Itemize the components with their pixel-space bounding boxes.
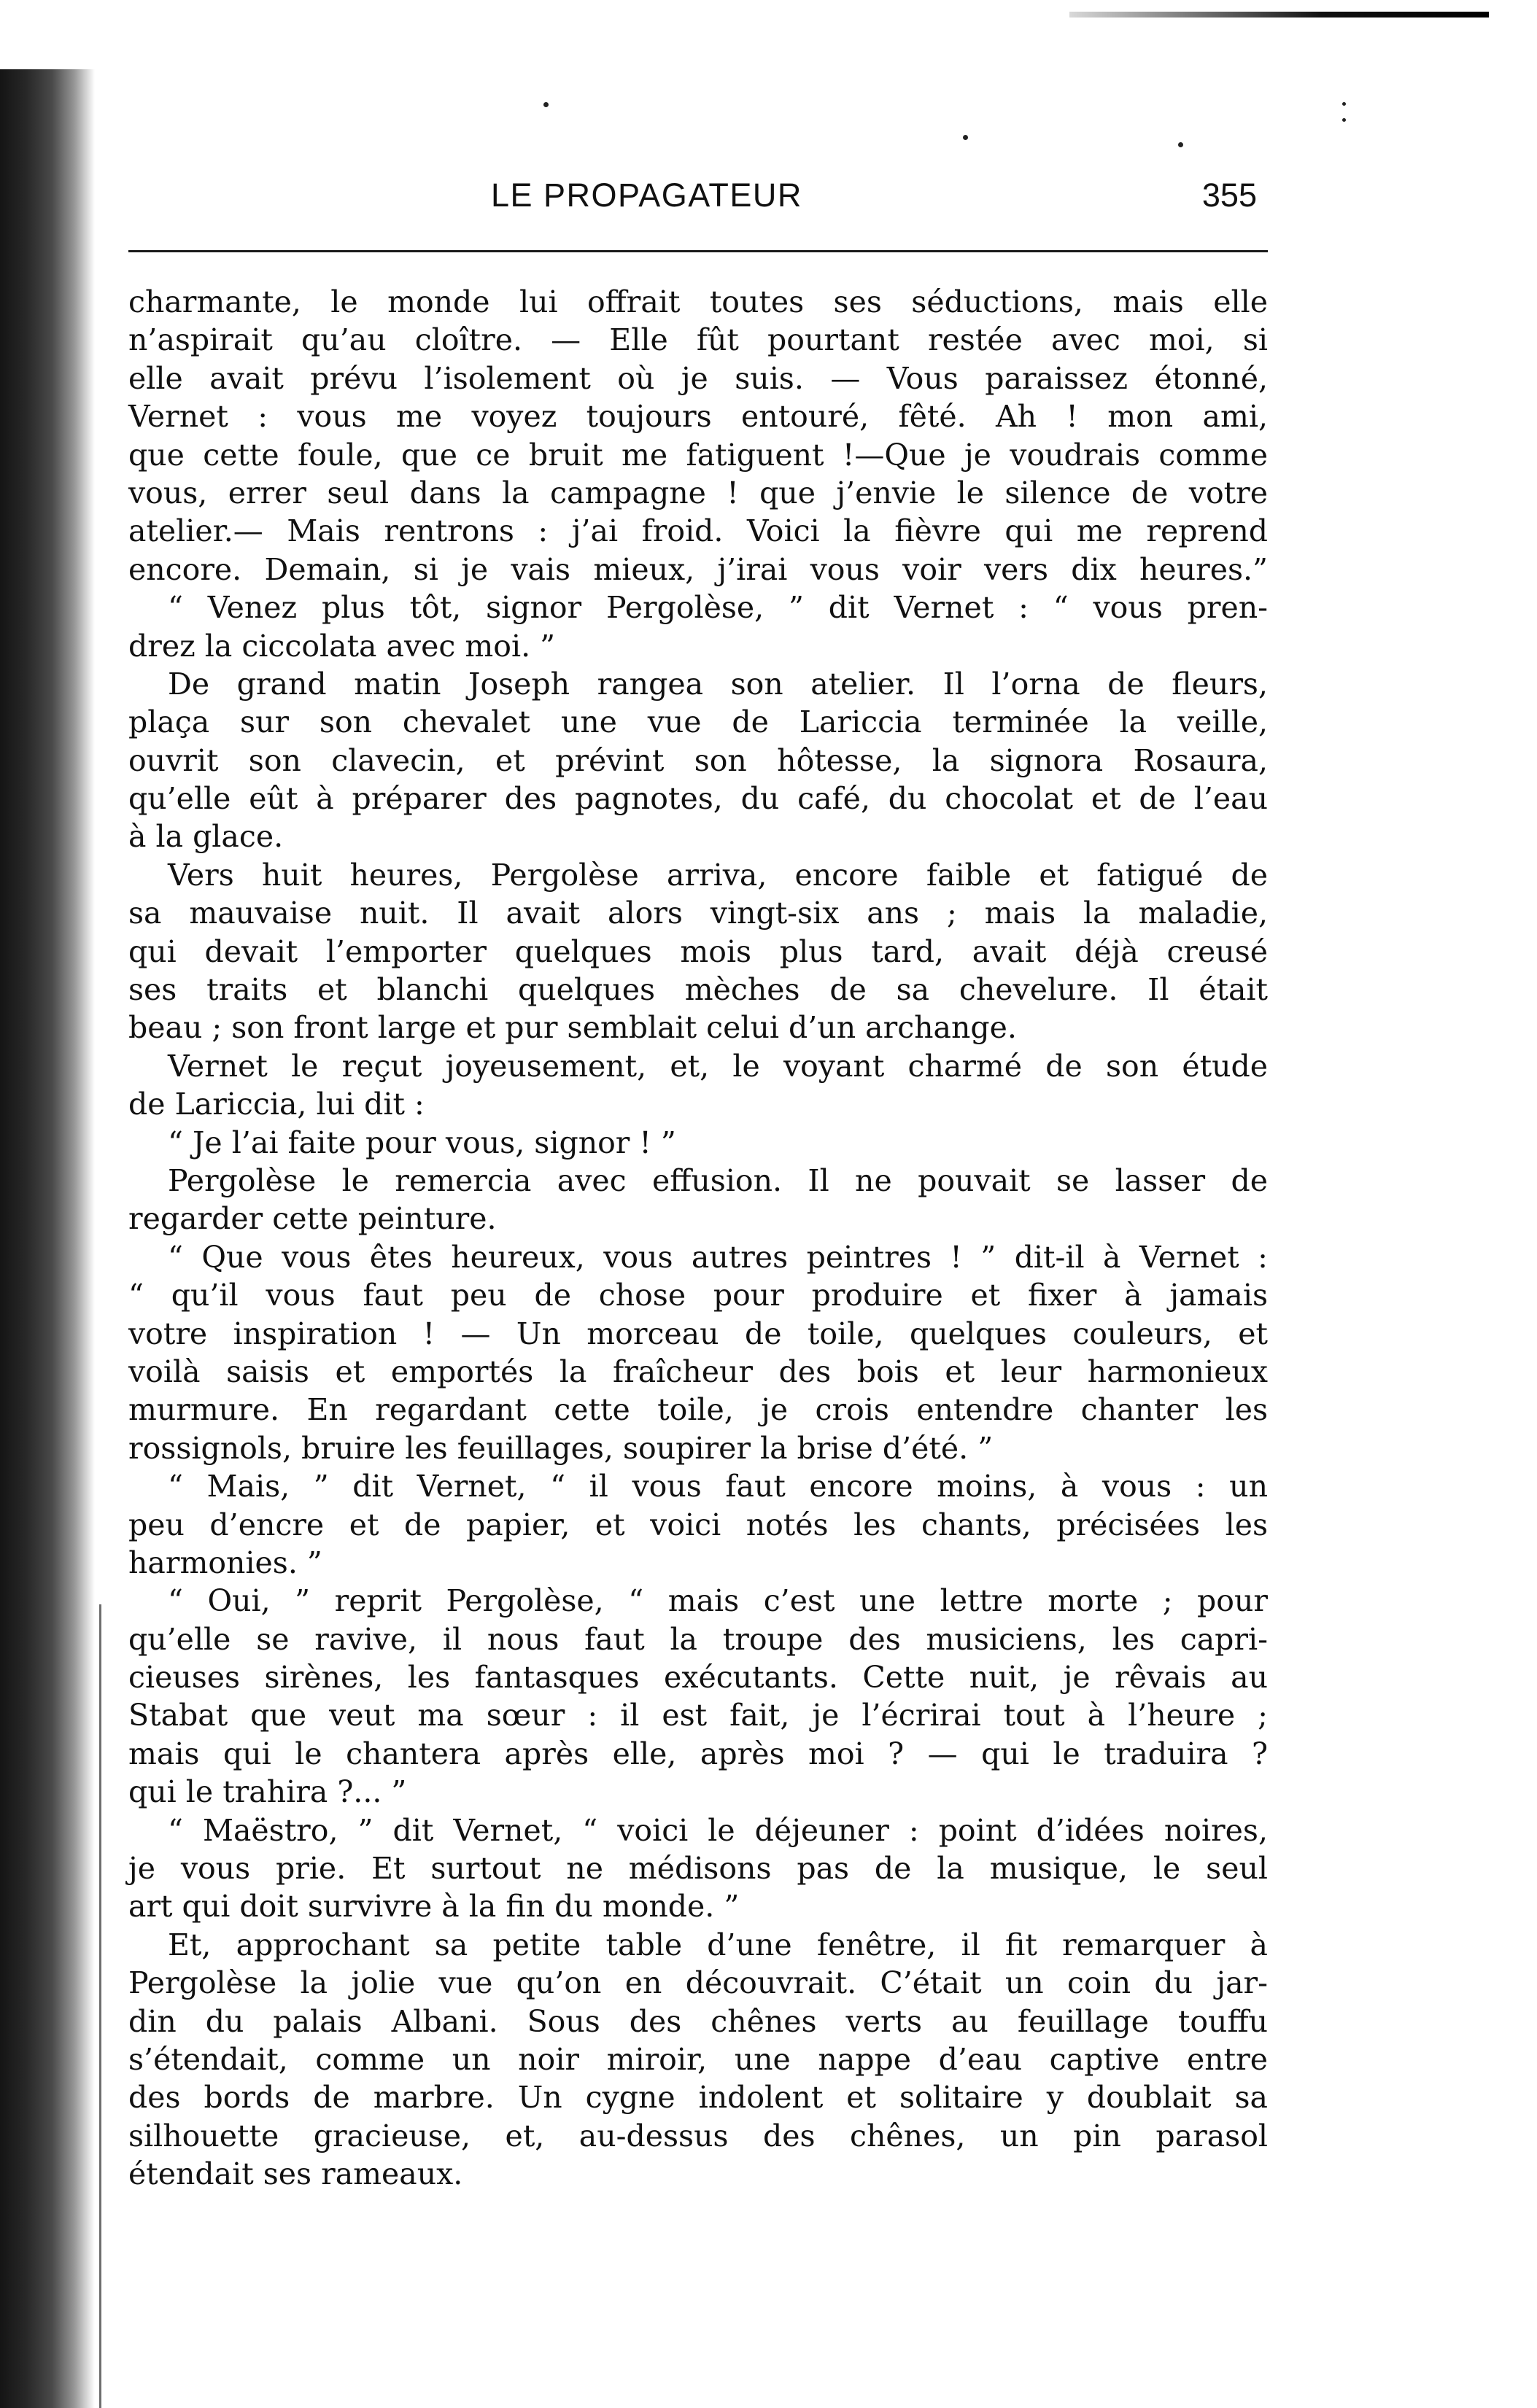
text-line: encore. Demain, si je vais mieux, j’irai vous voir vers dix heures.”	[128, 551, 1268, 587]
text-line: peu d’encre et de papier, et voici notés les chants, précisées les	[128, 1507, 1268, 1542]
text-line: ouvrit son clavecin, et prévint son hôtesse, la signora Rosaura,	[128, 742, 1268, 778]
speck	[963, 135, 968, 140]
body-text	[128, 283, 1268, 2194]
scan-top-rule	[1069, 12, 1489, 18]
speck	[543, 102, 549, 107]
text-line: “ Mais, ” dit Vernet, “ il vous faut encore moins, à vous : un	[168, 1469, 1268, 1504]
text-line: s’étendait, comme un noir miroir, une nappe d’eau captive entre	[128, 2041, 1268, 2077]
header-rule	[128, 250, 1268, 252]
text-line: mais qui le chantera après elle, après moi ? — qui le traduira ?	[128, 1736, 1268, 1771]
speck	[1342, 118, 1346, 122]
text-line: qui le trahira ?... ”	[128, 1774, 407, 1810]
text-line: murmure. En regardant cette toile, je crois entendre chanter les	[128, 1392, 1268, 1428]
speck	[1342, 102, 1346, 106]
text-line: regarder cette peinture.	[128, 1201, 497, 1237]
text-line: plaça sur son chevalet une vue de Lariccia terminée la veille,	[128, 704, 1268, 740]
text-line: votre inspiration ! — Un morceau de toile, quelques couleurs, et	[128, 1316, 1268, 1351]
text-line: “ qu’il vous faut peu de chose pour produire et fixer à jamais	[128, 1278, 1268, 1313]
scanned-page-edge	[0, 69, 95, 2408]
text-line: Vernet : vous me voyez toujours entouré, fêté. Ah ! mon ami,	[128, 399, 1268, 435]
text-line: rossignols, bruire les feuillages, soupirer la brise d’été. ”	[128, 1430, 994, 1466]
text-line: Vernet le reçut joyeusement, et, le voyant charmé de son étude	[168, 1048, 1268, 1084]
text-line: charmante, le monde lui offrait toutes ses séductions, mais elle	[128, 284, 1268, 319]
text-line: n’aspirait qu’au cloître. — Elle fût pourtant restée avec moi, si	[128, 322, 1268, 358]
text-line: “ Oui, ” reprit Pergolèse, “ mais c’est une lettre morte ; pour	[168, 1583, 1268, 1619]
binding-shadow-line	[99, 1604, 101, 2408]
text-line: De grand matin Joseph rangea son atelier. Il l’orna de fleurs,	[168, 666, 1268, 702]
text-line: Vers huit heures, Pergolèse arriva, encore faible et fatigué de	[168, 857, 1268, 893]
text-line: je vous prie. Et surtout ne médisons pas de la musique, le seul	[128, 1851, 1268, 1887]
text-line: elle avait prévu l’isolement où je suis. — Vous paraissez étonné,	[128, 360, 1268, 396]
text-line: des bords de marbre. Un cygne indolent et solitaire y doublait sa	[128, 2080, 1268, 2116]
text-line: drez la ciccolata avec moi. ”	[128, 628, 556, 664]
text-line: art qui doit survivre à la fin du monde. ”	[128, 1889, 740, 1925]
text-line: Pergolèse le remercia avec effusion. Il ne pouvait se lasser de	[168, 1162, 1268, 1198]
text-line: harmonies. ”	[128, 1545, 322, 1580]
text-line: ses traits et blanchi quelques mèches de sa chevelure. Il était	[128, 972, 1268, 1008]
text-line: silhouette gracieuse, et, au-dessus des chênes, un pin parasol	[128, 2118, 1268, 2153]
text-line: qu’elle eût à préparer des pagnotes, du café, du chocolat et de l’eau	[128, 781, 1268, 817]
text-line: Stabat que veut ma sœur : il est fait, je l’écrirai tout à l’heure ;	[128, 1698, 1268, 1733]
text-line: Et, approchant sa petite table d’une fenêtre, il fit remarquer à	[168, 1927, 1268, 1962]
text-line: vous, errer seul dans la campagne ! que j’envie le silence de votre	[128, 475, 1268, 510]
page-header	[128, 174, 1268, 217]
text-line: “ Maëstro, ” dit Vernet, “ voici le déjeuner : point d’idées noires,	[168, 1812, 1268, 1848]
text-line: beau ; son front large et pur semblait celui d’un archange.	[128, 1010, 1017, 1046]
running-title: LE PROPAGATEUR	[491, 176, 802, 214]
text-line: étendait ses rameaux.	[128, 2156, 463, 2192]
text-line: “ Que vous êtes heureux, vous autres peintres ! ” dit-il à Vernet :	[168, 1239, 1268, 1275]
text-line: cieuses sirènes, les fantasques exécutants. Cette nuit, je rêvais au	[128, 1660, 1268, 1696]
text-line: de Lariccia, lui dit :	[128, 1087, 425, 1122]
text-line: que cette foule, que ce bruit me fatiguent !—Que je voudrais comme	[128, 437, 1268, 473]
text-line: qu’elle se ravive, il nous faut la troupe des musiciens, les capri-	[128, 1621, 1268, 1657]
text-line: “ Je l’ai faite pour vous, signor ! ”	[168, 1125, 676, 1160]
text-line: Pergolèse la jolie vue qu’on en découvrait. C’était un coin du jar-	[128, 1965, 1268, 2001]
text-line: à la glace.	[128, 819, 284, 855]
text-line: sa mauvaise nuit. Il avait alors vingt-six ans ; mais la maladie,	[128, 896, 1268, 931]
speck	[1178, 142, 1183, 147]
text-line: din du palais Albani. Sous des chênes verts au feuillage touffu	[128, 2003, 1268, 2039]
text-line: qui devait l’emporter quelques mois plus tard, avait déjà creusé	[128, 933, 1268, 969]
text-line: atelier.— Mais rentrons : j’ai froid. Voici la fièvre qui me reprend	[128, 513, 1268, 549]
text-line: “ Venez plus tôt, signor Pergolèse, ” dit Vernet : “ vous pren-	[168, 590, 1268, 626]
text-line: voilà saisis et emportés la fraîcheur des bois et leur harmonieux	[128, 1353, 1268, 1389]
page-number: 355	[1201, 176, 1257, 214]
